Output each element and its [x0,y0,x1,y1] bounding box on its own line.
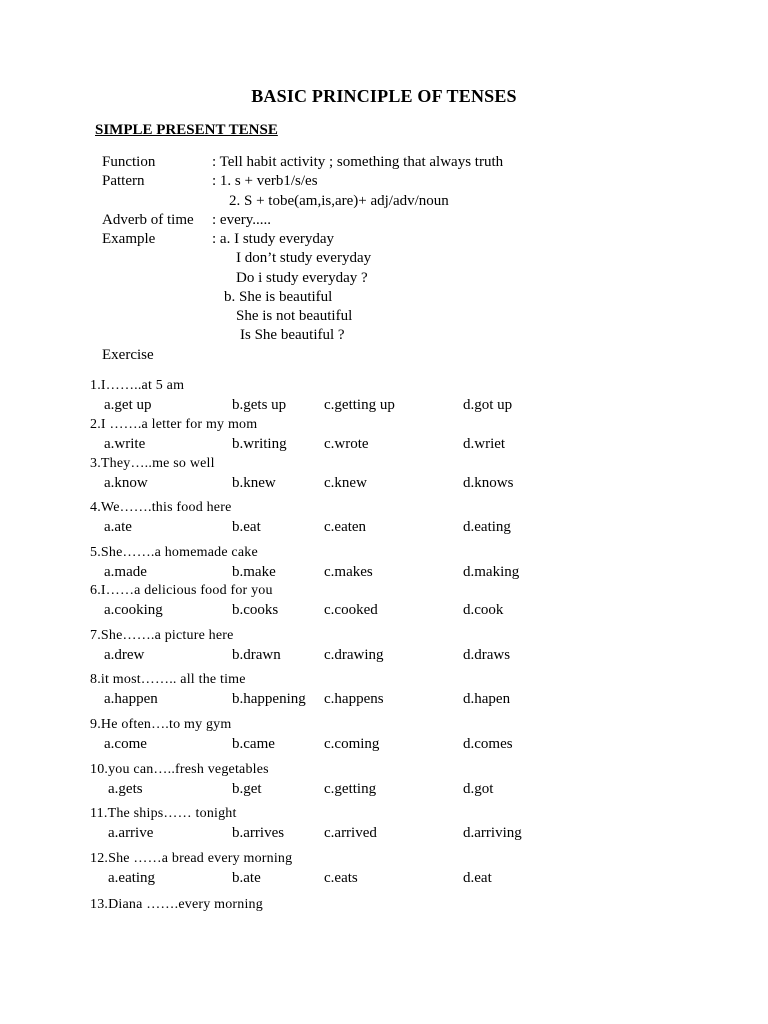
answer-option: c.knew [324,475,367,491]
question-text: 11.The ships…… tonight [90,806,237,821]
answer-option: a.come [104,736,147,752]
pattern-value-2: 2. S + tobe(am,is,are)+ adj/adv/noun [229,193,449,209]
answer-option: d.making [463,564,520,580]
answer-option: d.got up [463,397,513,413]
answer-option: b.writing [232,436,287,452]
question-text: 12.She ……a bread every morning [90,851,293,866]
question-text: 7.She…….a picture here [90,628,234,643]
answer-option: d.eating [463,519,511,535]
answer-option: b.knew [232,475,276,491]
answer-option: b.eat [232,519,261,535]
answer-option: c.eaten [324,519,367,535]
answer-option: b.cooks [232,602,279,618]
question-text: 10.you can…..fresh vegetables [90,762,269,777]
answer-option: c.eats [324,870,358,886]
answer-option: d.draws [463,647,511,663]
question-text: 13.Diana …….every morning [90,897,263,912]
answer-option: b.ate [232,870,261,886]
answer-option: b.get [232,781,262,797]
answer-option: b.happening [232,691,306,707]
question-text: 1.I……..at 5 am [90,378,185,393]
answer-option: a.ate [104,519,132,535]
exercise-label: Exercise [102,347,154,363]
answer-option: a.gets [108,781,143,797]
answer-option: b.drawn [232,647,281,663]
answer-option: a.cooking [104,602,163,618]
answer-option: c.getting up [324,397,395,413]
example-a3: Do i study everyday ? [236,270,368,286]
answer-option: c.wrote [324,436,369,452]
section-subtitle: SIMPLE PRESENT TENSE [95,122,278,138]
function-value: : Tell habit activity ; something that always truth [212,154,504,170]
question-text: 2.I …….a letter for my mom [90,417,258,432]
page-title: BASIC PRINCIPLE OF TENSES [251,86,517,106]
answer-option: c.cooked [324,602,378,618]
answer-option: a.know [104,475,148,491]
adverb-value: : every..... [212,212,272,228]
answer-option: a.write [104,436,146,452]
question-text: 3.They…..me so well [90,456,215,471]
question-text: 4.We…….this food here [90,500,232,515]
answer-option: a.happen [104,691,158,707]
answer-option: b.make [232,564,276,580]
answer-option: c.getting [324,781,377,797]
adverb-label: Adverb of time [102,212,194,228]
pattern-label: Pattern [102,173,145,189]
answer-option: d.hapen [463,691,511,707]
answer-option: d.cook [463,602,504,618]
answer-option: a.drew [104,647,145,663]
answer-option: c.coming [324,736,380,752]
answer-option: b.arrives [232,825,285,841]
function-label: Function [102,154,156,170]
example-b3: Is She beautiful ? [240,327,345,343]
answer-option: d.knows [463,475,514,491]
question-text: 5.She…….a homemade cake [90,545,258,560]
answer-option: b.came [232,736,275,752]
answer-option: c.happens [324,691,384,707]
answer-option: a.get up [104,397,152,413]
answer-option: a.eating [108,870,156,886]
example-b2: She is not beautiful [236,308,353,324]
answer-option: c.drawing [324,647,384,663]
example-a1: : a. I study everyday [212,231,335,247]
answer-option: d.comes [463,736,513,752]
question-text: 6.I……a delicious food for you [90,583,273,598]
question-text: 8.it most…….. all the time [90,672,246,687]
answer-option: d.eat [463,870,492,886]
example-label: Example [102,231,156,247]
answer-option: b.gets up [232,397,287,413]
answer-option: c.makes [324,564,373,580]
answer-option: a.arrive [108,825,154,841]
example-b1: b. She is beautiful [224,289,333,305]
answer-option: d.arriving [463,825,522,841]
answer-option: c.arrived [324,825,377,841]
pattern-value-1: : 1. s + verb1/s/es [212,173,318,189]
question-text: 9.He often….to my gym [90,717,232,732]
example-a2: I don’t study everyday [236,250,372,266]
answer-option: d.got [463,781,494,797]
answer-option: a.made [104,564,147,580]
answer-option: d.wriet [463,436,506,452]
